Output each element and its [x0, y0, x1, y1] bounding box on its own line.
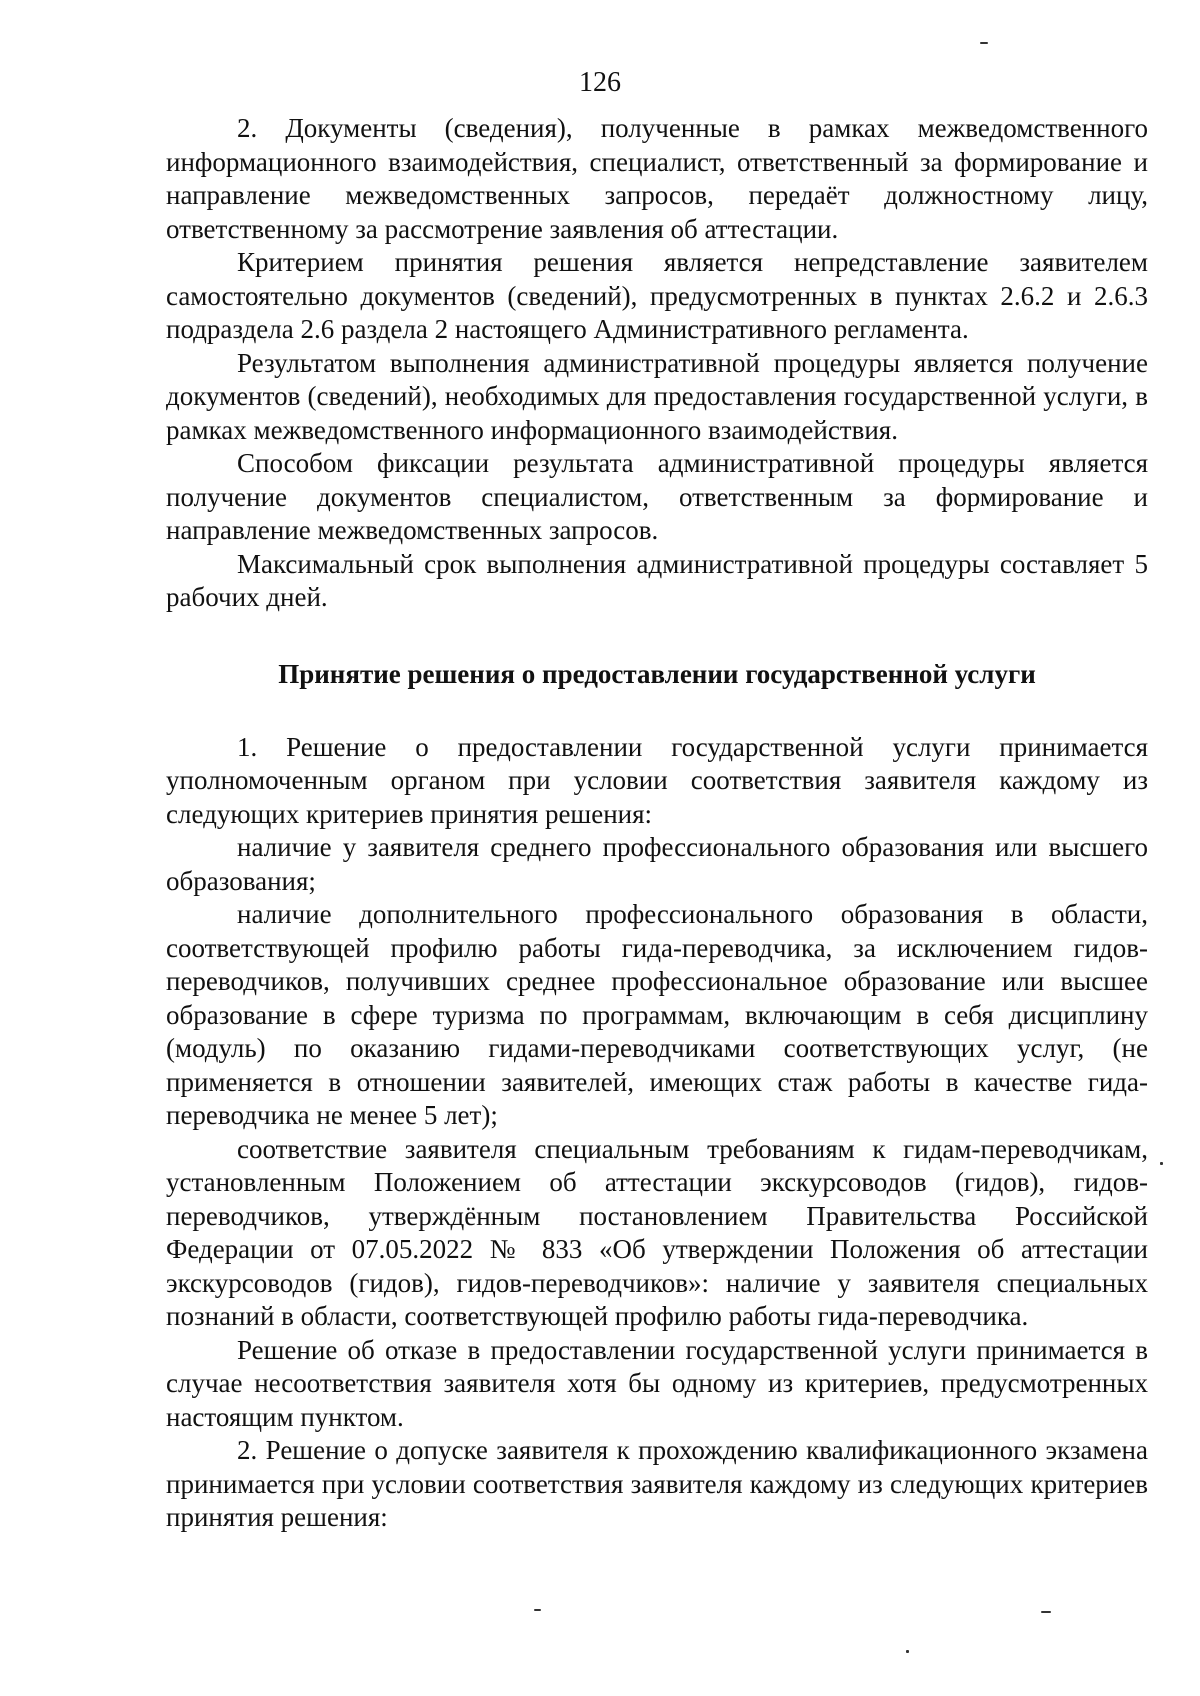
- scan-speck: [1041, 1611, 1051, 1613]
- paragraph: соответствие заявителя специальным требованиям к гидам-переводчикам, установленным Положением об аттестации экскурсоводов (гидов), гидов-переводчиков, утверждённым постановлением Правительства Российской Федерации от 07.05.2022 № 833 «Об утверждении Положения об аттестации экскурсоводов (гидов), гидов-переводчиков»: наличие у заявителя специальных познаний в области, соответствующей профилю работы гида-переводчика.: [166, 1133, 1148, 1331]
- paragraph: Способом фиксации результата административной процедуры является получение документов специалистом, ответственным за формирование и направление межведомственных запросов.: [166, 448, 1148, 545]
- document-body: [166, 112, 1148, 1535]
- scan-speck: [980, 42, 988, 44]
- section-heading: Принятие решения о предоставлении государственной услуги: [278, 658, 1036, 689]
- paragraph: Максимальный срок выполнения административной процедуры составляет 5 рабочих дней.: [166, 548, 1148, 612]
- paragraph: 2. Решение о допуске заявителя к прохождению квалификационного экзамена принимается при условии соответствия заявителя каждому из следующих критериев принятия решения:: [166, 1435, 1148, 1532]
- paragraph: 1. Решение о предоставлении государственной услуги принимается уполномоченным органом при условии соответствия заявителя каждому из следующих критериев принятия решения:: [166, 731, 1148, 829]
- paragraph: наличие у заявителя среднего профессионального образования или высшего образования;: [166, 832, 1148, 896]
- paragraph: Критерием принятия решения является непредставление заявителем самостоятельно документов (сведений), предусмотренных в пунктах 2.6.2 и 2.6.3 подраздела 2.6 раздела 2 настоящего Административного регламента.: [166, 247, 1148, 344]
- paragraph: Решение об отказе в предоставлении государственной услуги принимается в случае несоответствия заявителя хотя бы одному из критериев, предусмотренных настоящим пунктом.: [166, 1334, 1148, 1432]
- paragraph: 2. Документы (сведения), полученные в рамках межведомственного информационного взаимодействия, специалист, ответственный за формирование и направление межведомственных запросов, передаёт должностному лицу, ответственному за рассмотрение заявления об аттестации.: [166, 113, 1148, 244]
- paragraph: Результатом выполнения административной процедуры является получение документов (сведений), необходимых для предоставления государственной услуги, в рамках межведомственного информационного взаимодействия.: [166, 347, 1148, 445]
- page-number: 126: [579, 67, 621, 98]
- scan-speck: [906, 1650, 909, 1653]
- paragraph: наличие дополнительного профессионального образования в области, соответствующей профилю работы гида-переводчика, за исключением гидов-переводчиков, получивших среднее профессиональное образование или высшее образование в сфере туризма по программам, включающим в себя дисциплину (модуль) по оказанию гидами-переводчиками соответствующих услуг, (не применяется в отношении заявителей, имеющих стаж работы в качестве гида-переводчика не менее 5 лет);: [166, 899, 1148, 1130]
- scan-speck: [1160, 1162, 1163, 1165]
- scan-speck: [534, 1609, 541, 1611]
